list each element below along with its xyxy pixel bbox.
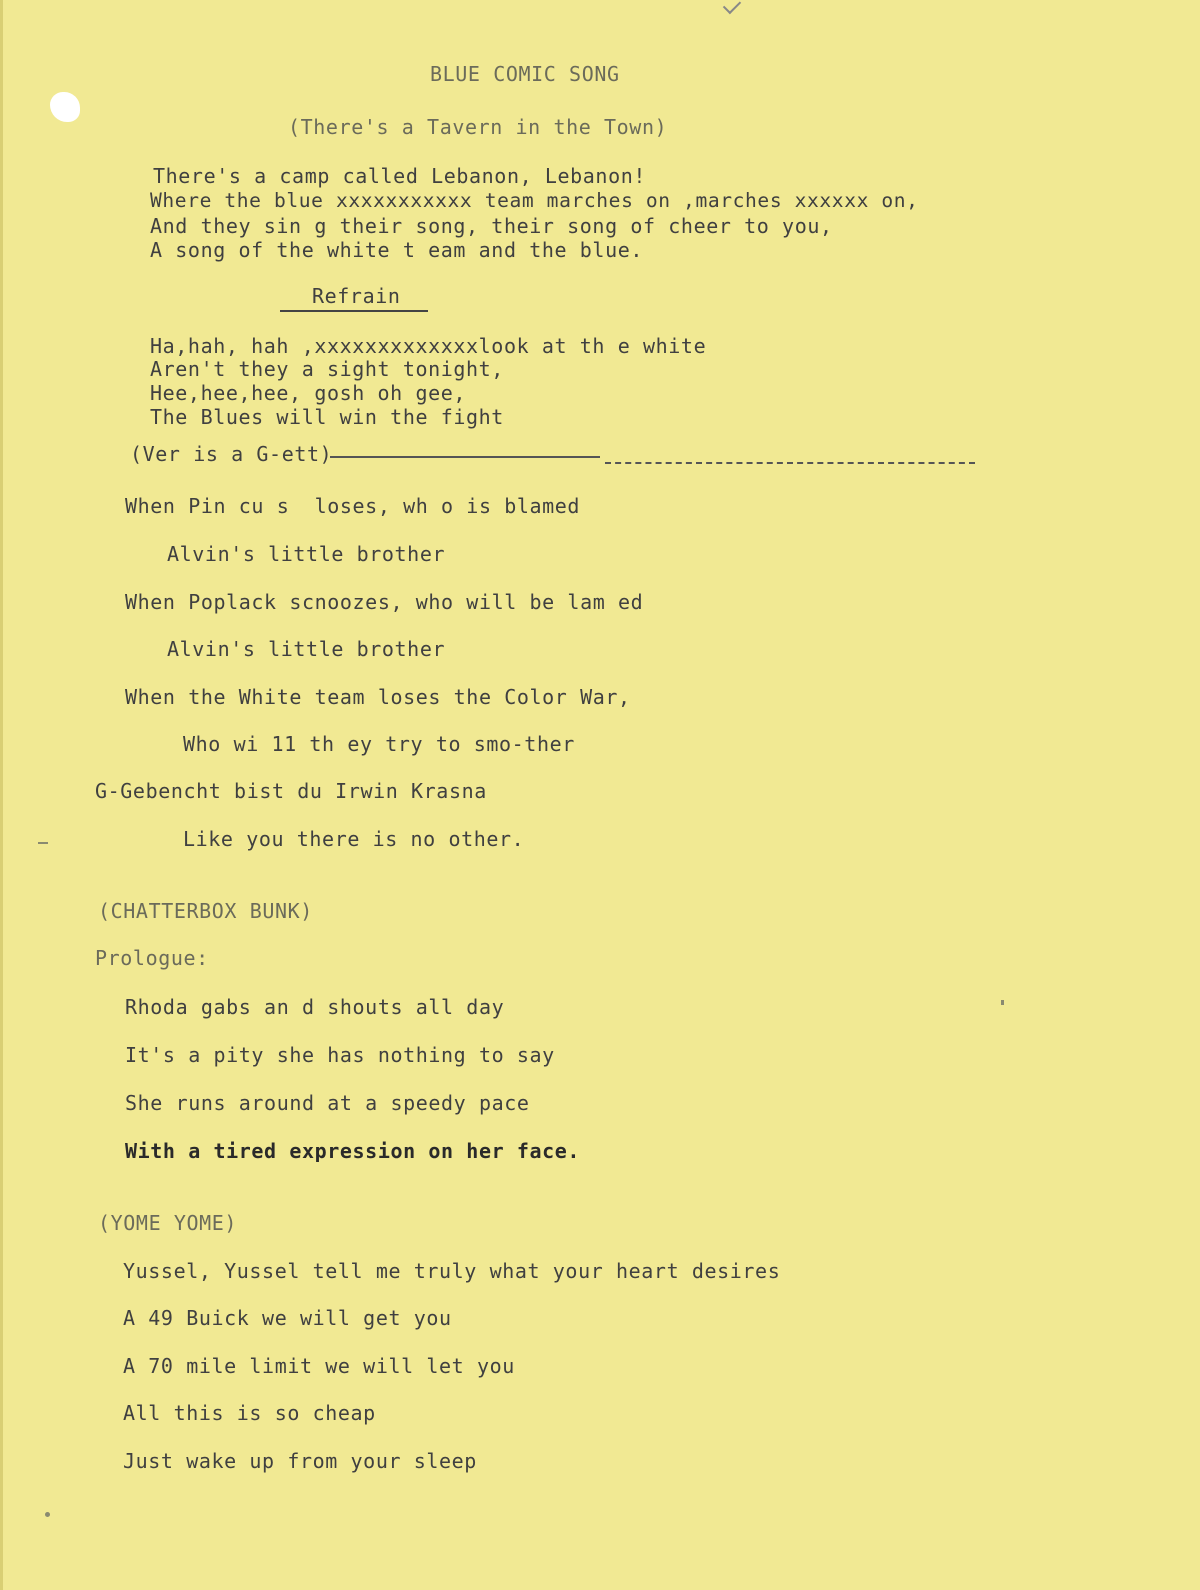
- gett-line-6: Who wi 11 th ey try to smo-ther: [183, 732, 575, 756]
- refrain-line-1: Ha,hah, hah ,xxxxxxxxxxxxxlook at th e white: [150, 334, 707, 358]
- gett-line-7: G-Gebencht bist du Irwin Krasna: [95, 779, 487, 803]
- refrain-line-3: Hee,hee,hee, gosh oh gee,: [150, 381, 467, 405]
- refrain-underline: [280, 310, 428, 312]
- chatterbox-line-3: She runs around at a speedy pace: [125, 1091, 530, 1115]
- song-title: BLUE COMIC SONG: [430, 62, 620, 86]
- section-chatterbox: (CHATTERBOX BUNK): [98, 899, 313, 923]
- margin-speck: [1001, 1000, 1004, 1005]
- gett-line-2: Alvin's little brother: [167, 542, 446, 566]
- gett-line-4: Alvin's little brother: [167, 637, 446, 661]
- separator-rule-1: [330, 456, 600, 458]
- chatterbox-line-4: With a tired expression on her face.: [125, 1139, 581, 1163]
- yome-line-2: A 49 Buick we will get you: [123, 1306, 452, 1330]
- separator-rule-2: [605, 462, 975, 464]
- yome-line-1: Yussel, Yussel tell me truly what your heart desires: [123, 1259, 781, 1283]
- song-subtitle: (There's a Tavern in the Town): [288, 115, 668, 139]
- section-verse-gett: (Ver is a G-ett): [130, 442, 333, 466]
- refrain-line-2: Aren't they a sight tonight,: [150, 357, 504, 381]
- punch-hole: [50, 92, 80, 122]
- yome-line-4: All this is so cheap: [123, 1401, 376, 1425]
- verse-line-4: A song of the white t eam and the blue.: [150, 238, 643, 262]
- verse-line-1: There's a camp called Lebanon, Lebanon!: [153, 164, 646, 188]
- prologue-label: Prologue:: [95, 946, 209, 970]
- page-edge: [0, 0, 3, 1590]
- yome-line-5: Just wake up from your sleep: [123, 1449, 477, 1473]
- chatterbox-line-1: Rhoda gabs an d shouts all day: [125, 995, 505, 1019]
- gett-line-8: Like you there is no other.: [183, 827, 525, 851]
- gett-line-3: When Poplack scnoozes, who will be lam ed: [125, 590, 644, 614]
- refrain-line-4: The Blues will win the fight: [150, 405, 504, 429]
- gett-line-1: When Pin cu s loses, wh o is blamed: [125, 494, 581, 518]
- margin-speck: [45, 1512, 50, 1517]
- margin-speck: [38, 842, 48, 844]
- top-mark: [723, 0, 741, 14]
- section-yome: (YOME YOME): [98, 1211, 238, 1235]
- yome-line-3: A 70 mile limit we will let you: [123, 1354, 515, 1378]
- gett-line-5: When the White team loses the Color War,: [125, 685, 631, 709]
- verse-line-3: And they sin g their song, their song of cheer to you,: [150, 214, 833, 238]
- refrain-heading: Refrain: [312, 284, 401, 308]
- chatterbox-line-2: It's a pity she has nothing to say: [125, 1043, 555, 1067]
- verse-line-2: Where the blue xxxxxxxxxxx team marches on ,marches xxxxxx on,: [150, 189, 919, 212]
